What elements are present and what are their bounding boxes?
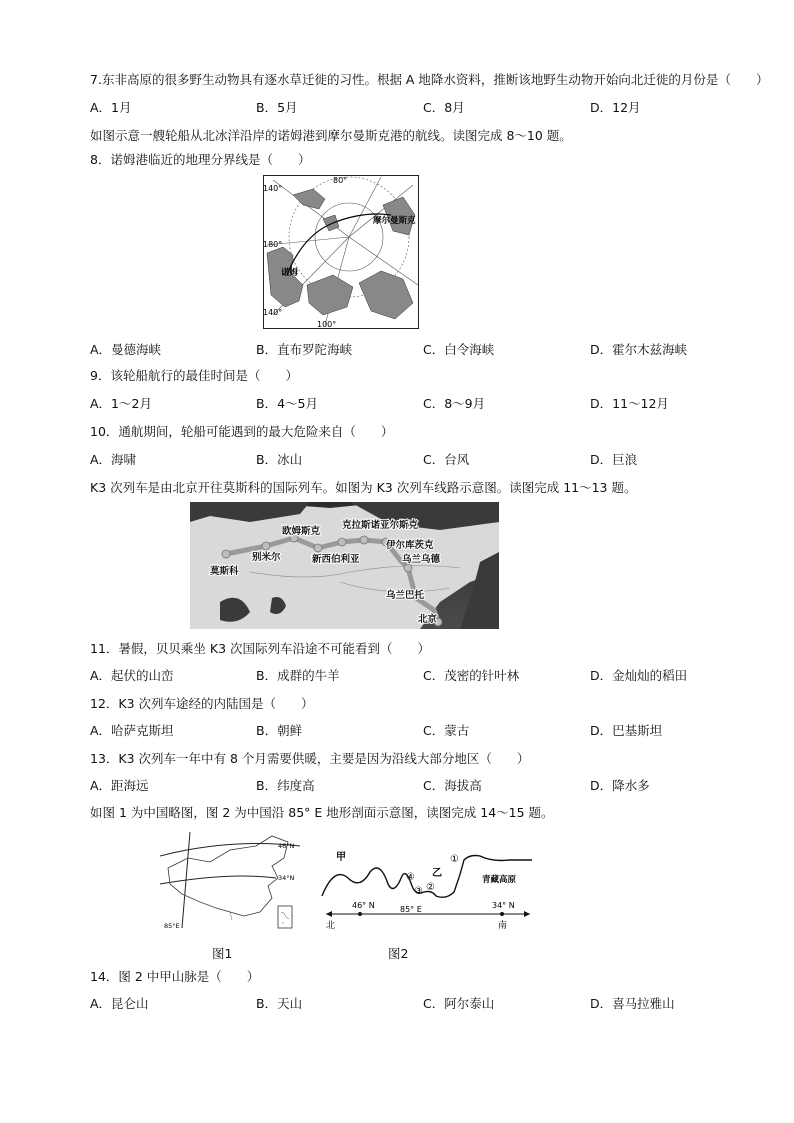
- question-text: 东非高原的很多野生动物具有逐水草迁徙的习性。根据 A 地降水资料，推断该地野生动物开始向北迁徙的月份是（ ）: [101, 72, 769, 87]
- label-34n: 34°N: [278, 874, 295, 882]
- city-irkutsk: 伊尔库茨克: [386, 540, 434, 551]
- marker-46n: [358, 912, 362, 916]
- option-b: B．冰山: [256, 452, 303, 467]
- option-a: A．距海远: [90, 778, 149, 793]
- options-11: [90, 668, 710, 684]
- option-a: A．1月: [90, 100, 132, 115]
- label-100: 100°: [317, 320, 337, 329]
- label-180: 180°: [263, 240, 283, 249]
- option-d: D．12月: [590, 100, 641, 115]
- option-a: A．1～2月: [90, 396, 152, 411]
- question-13: [90, 751, 529, 767]
- figure-2-caption: 图2: [388, 946, 409, 961]
- options-12: [90, 723, 710, 739]
- option-d: D．霍尔木兹海峡: [590, 342, 688, 357]
- option-d: D．11～12月: [590, 396, 669, 411]
- city-novosibirsk: 新西伯利亚: [312, 554, 360, 565]
- city-ulaanbaatar: 乌兰巴托: [386, 590, 425, 601]
- option-c: C．白令海峡: [423, 342, 495, 357]
- option-a: A．起伏的山峦: [90, 668, 174, 683]
- question-number: 8．: [90, 152, 111, 167]
- option-a: A．哈萨克斯坦: [90, 723, 174, 738]
- question-text: 该轮船航行的最佳时间是（ ）: [110, 368, 298, 383]
- intro-14-15: 如图 1 为中国略图，图 2 为中国沿 85° E 地形剖面示意图，读图完成 14～15 题。: [90, 805, 554, 820]
- city-moscow: 莫斯科: [210, 566, 239, 577]
- option-b: B．纬度高: [256, 778, 315, 793]
- label-north: 北: [326, 921, 336, 931]
- options-7: [90, 100, 710, 116]
- option-c: C．茂密的针叶林: [423, 668, 520, 683]
- option-d: D．喜马拉雅山: [590, 996, 675, 1011]
- china-outline-map: [160, 828, 310, 938]
- question-text: 通航期间，轮船可能遇到的最大危险来自（ ）: [118, 424, 394, 439]
- question-text: 诺姆港临近的地理分界线是（ ）: [110, 152, 311, 167]
- city-omsk: 欧姆斯克: [282, 526, 321, 537]
- label-yi: 乙: [432, 868, 442, 879]
- options-10: [90, 452, 710, 468]
- city-krasnoyarsk: 克拉斯诺亚尔斯克: [342, 520, 419, 531]
- point-3: ③: [414, 886, 423, 897]
- option-c: C．阿尔泰山: [423, 996, 495, 1011]
- option-c: C．蒙古: [423, 723, 470, 738]
- intro-8-10: 如图示意一艘轮船从北冰洋沿岸的诺姆港到摩尔曼斯克港的航线。读图完成 8～10 题。: [90, 128, 572, 143]
- option-d: D．巴基斯坦: [590, 723, 663, 738]
- question-text: K3 次列车途经的内陆国是（ ）: [118, 696, 314, 711]
- option-c: C．台风: [423, 452, 470, 467]
- option-d: D．巨浪: [590, 452, 638, 467]
- point-1: ①: [450, 854, 459, 865]
- option-b: B．天山: [256, 996, 303, 1011]
- question-12: [90, 696, 314, 712]
- option-b: B．成群的牛羊: [256, 668, 340, 683]
- question-number: 13．: [90, 751, 119, 766]
- question-number: 11．: [90, 641, 119, 656]
- options-13: [90, 778, 710, 794]
- label-46n: 46° N: [352, 901, 375, 910]
- question-number: 14．: [90, 969, 119, 984]
- option-a: A．海啸: [90, 452, 137, 467]
- option-a: A．昆仑山: [90, 996, 149, 1011]
- question-14: [90, 969, 259, 985]
- arctic-route-map: [263, 175, 419, 329]
- question-text: 暑假，贝贝乘坐 K3 次国际列车沿途不可能看到（ ）: [118, 641, 431, 656]
- city-bemir: 别米尔: [252, 552, 281, 563]
- label-jia: 甲: [336, 852, 346, 863]
- question-10: [90, 424, 393, 440]
- label-34n: 34° N: [492, 901, 515, 910]
- label-140-bottom: 140°: [263, 308, 283, 317]
- railway-route-map: [190, 502, 499, 629]
- label-85e: 85° E: [400, 905, 422, 914]
- city-beijing: 北京: [418, 614, 438, 625]
- latitude-34n: [160, 876, 276, 884]
- question-number: 9．: [90, 368, 111, 383]
- label-south: 南: [498, 921, 508, 931]
- option-d: D．降水多: [590, 778, 650, 793]
- option-c: C．8～9月: [423, 396, 486, 411]
- question-text: K3 次列车一年中有 8 个月需要供暖，主要是因为沿线大部分地区（ ）: [118, 751, 530, 766]
- question-number: 12．: [90, 696, 119, 711]
- question-9: [90, 368, 298, 384]
- label-nome: 诺姆: [281, 268, 299, 278]
- label-plateau: 青藏高原: [482, 875, 517, 885]
- question-number: 7.: [90, 72, 102, 87]
- option-b: B．4～5月: [256, 396, 318, 411]
- marker-34n: [500, 912, 504, 916]
- figure-1-caption: 图1: [212, 946, 233, 961]
- label-murmansk: 摩尔曼斯克: [373, 216, 416, 226]
- point-4: ④: [406, 872, 415, 883]
- label-85e: 85°E: [164, 922, 180, 930]
- option-b: B．5月: [256, 100, 298, 115]
- option-b: B．直布罗陀海峡: [256, 342, 353, 357]
- options-9: [90, 396, 710, 412]
- question-8: [90, 152, 310, 168]
- terrain-profile: [320, 846, 535, 932]
- label-46n: 46°N: [278, 842, 295, 850]
- label-140-top: 140°: [263, 184, 283, 193]
- intro-11-13: K3 次列车是由北京开往莫斯科的国际列车。如图为 K3 次列车线路示意图。读图完成 11～13 题。: [90, 480, 637, 495]
- options-14: [90, 996, 710, 1012]
- option-c: C．海拔高: [423, 778, 482, 793]
- city-ulan-ude: 乌兰乌德: [402, 554, 441, 565]
- options-8: [90, 342, 710, 358]
- question-text: 图 2 中甲山脉是（ ）: [118, 969, 260, 984]
- label-80: 80°: [333, 176, 348, 185]
- question-7: [90, 72, 768, 88]
- option-c: C．8月: [423, 100, 465, 115]
- option-d: D．金灿灿的稻田: [590, 668, 688, 683]
- option-a: A．曼德海峡: [90, 342, 162, 357]
- question-number: 10．: [90, 424, 119, 439]
- question-11: [90, 641, 430, 657]
- option-b: B．朝鲜: [256, 723, 303, 738]
- point-2: ②: [426, 882, 435, 893]
- south-china-sea-inset: [278, 906, 292, 928]
